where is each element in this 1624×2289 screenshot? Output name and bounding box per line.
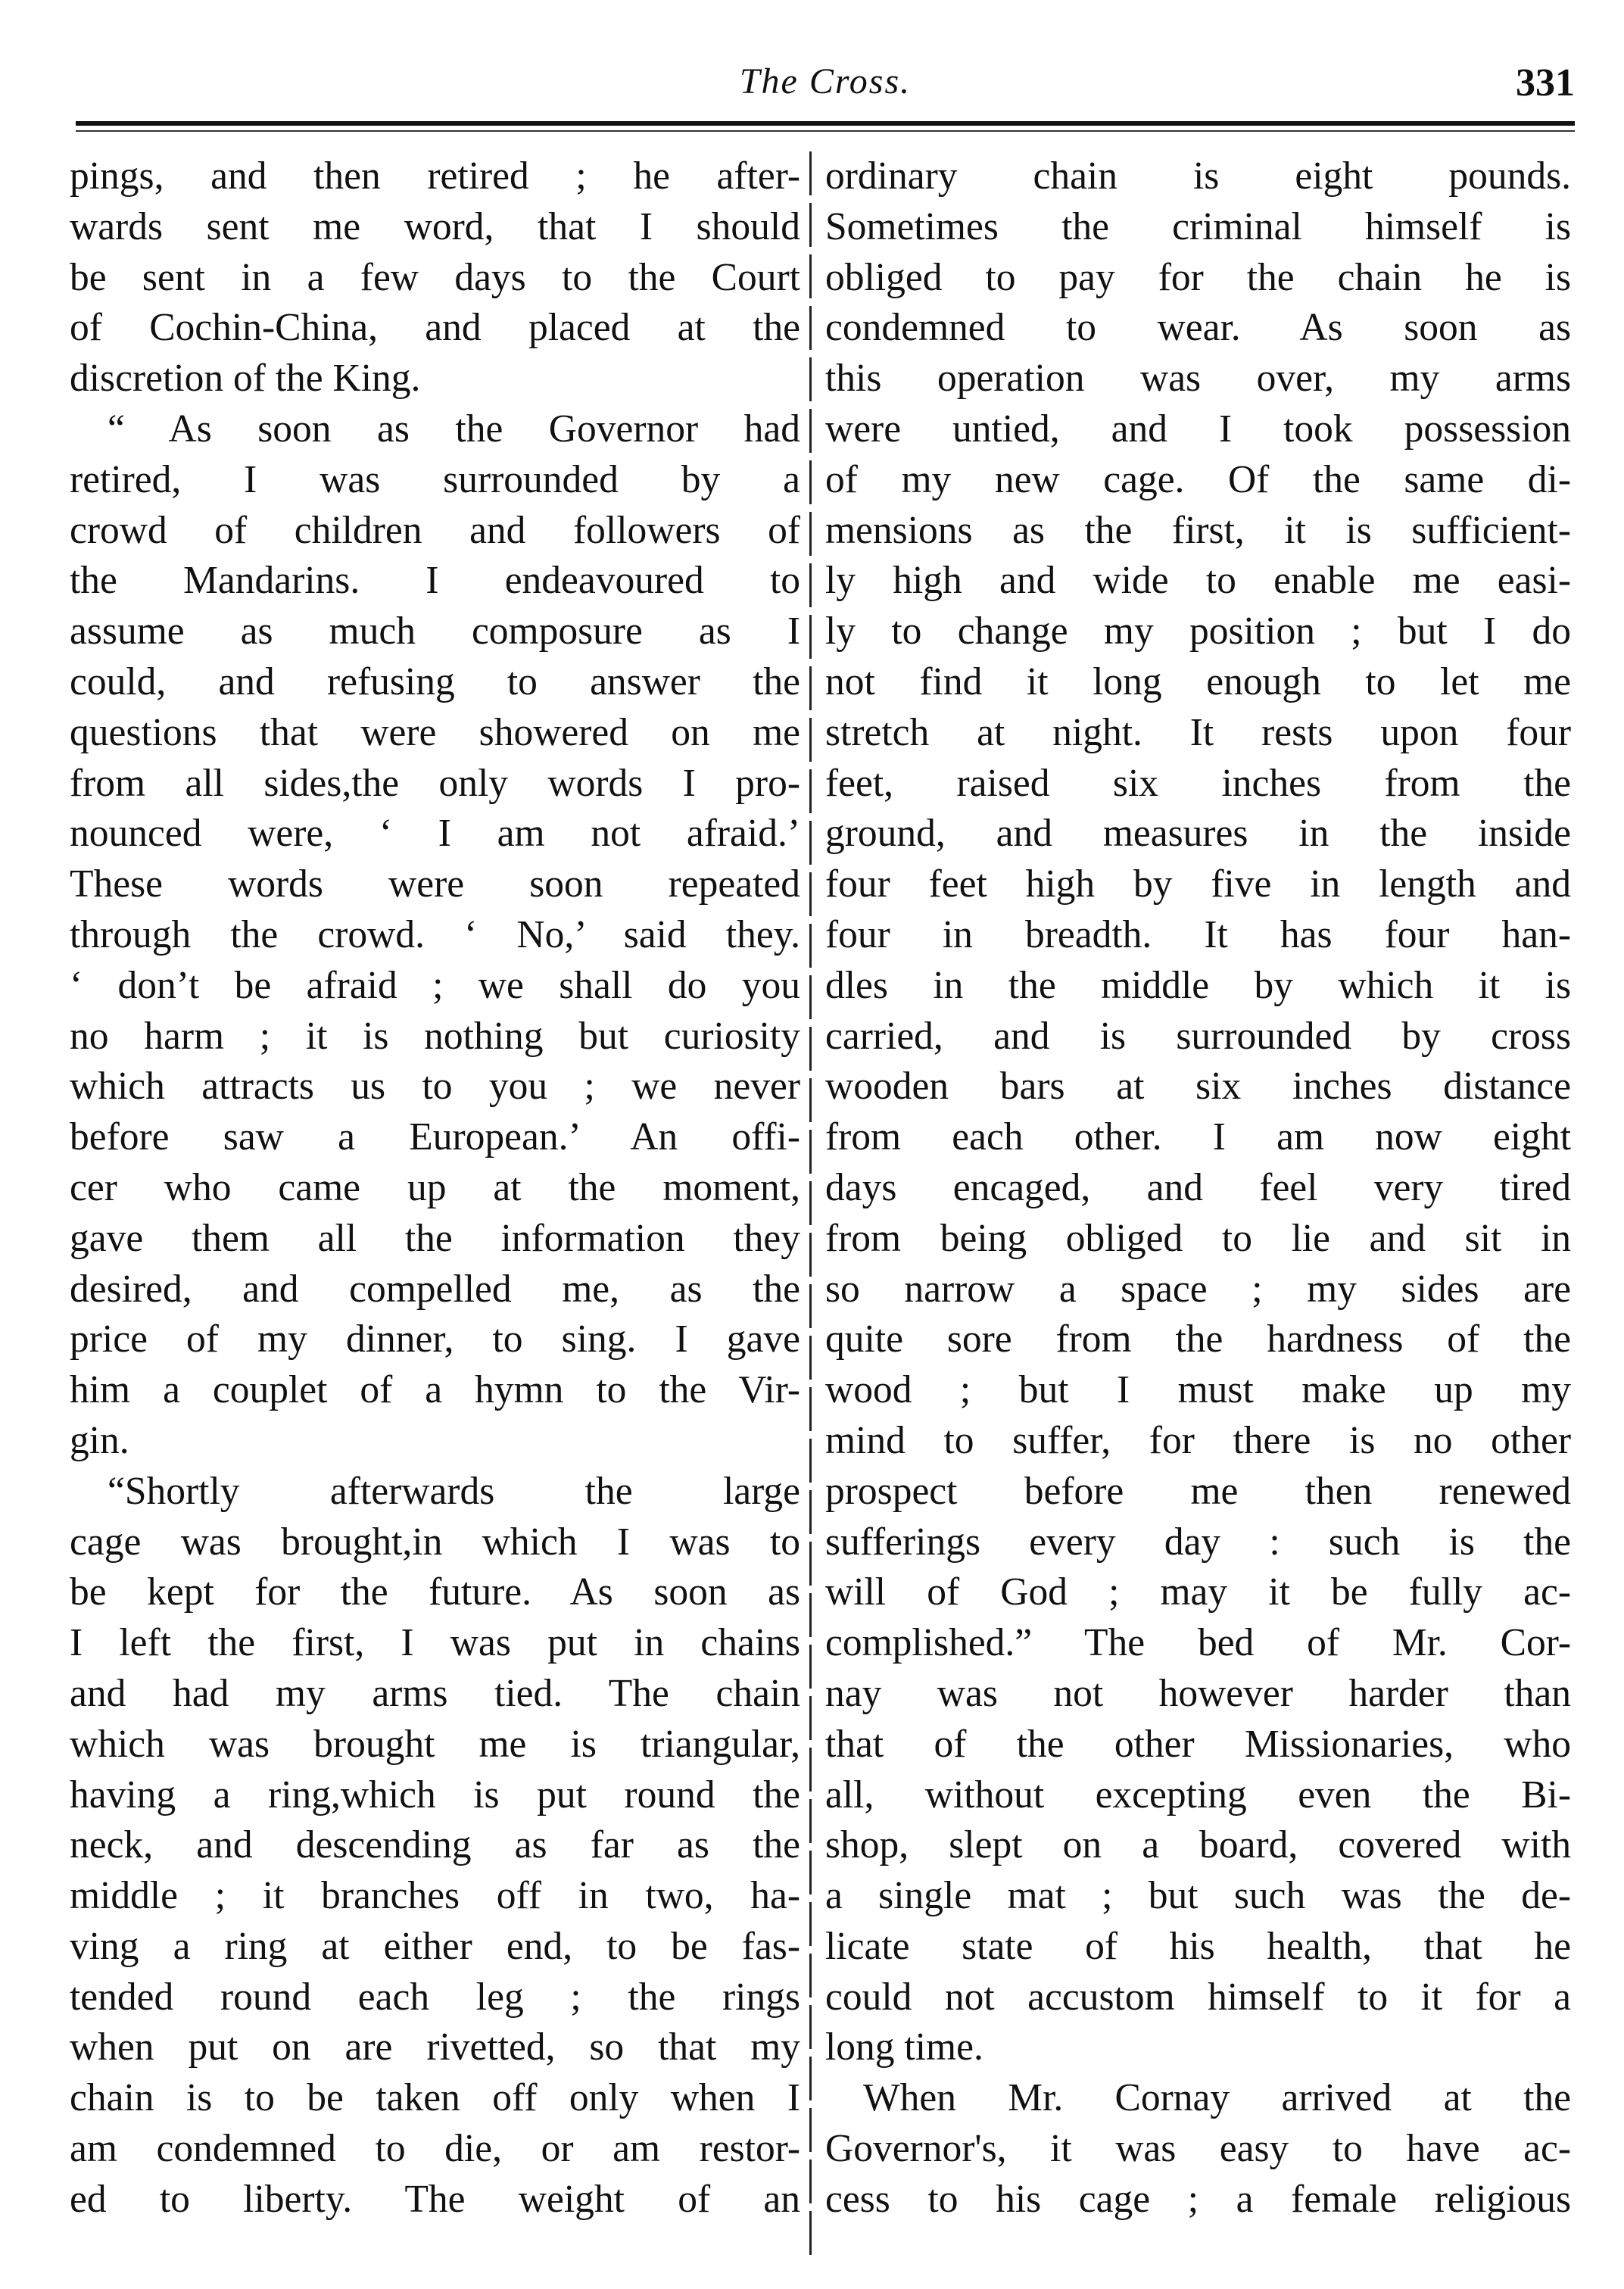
text-line: ving a ring at either end, to be fas-	[70, 1924, 800, 1968]
text-line: mensions as the first, it is sufficient-	[825, 508, 1571, 552]
left-column	[70, 151, 800, 2225]
text-line: gin.	[70, 1418, 129, 1462]
text-line: no harm ; it is nothing but curiosity	[70, 1014, 800, 1058]
text-line: when put on are rivetted, so that my	[70, 2025, 800, 2069]
text-line: four feet high by five in length and	[825, 862, 1571, 906]
text-line: quite sore from the hardness of the	[825, 1318, 1571, 1361]
text-line: “Shortly afterwards the large	[108, 1469, 800, 1513]
text-line: ground, and measures in the inside	[825, 812, 1571, 856]
text-line: Governor's, it was easy to have ac-	[825, 2127, 1571, 2171]
text-line: all, without excepting even the Bi-	[825, 1773, 1571, 1817]
running-head	[76, 61, 1575, 114]
text-line: cess to his cage ; a female religious	[825, 2177, 1571, 2221]
text-line: Sometimes the criminal himself is	[825, 204, 1571, 248]
text-line: will of God ; may it be fully ac-	[825, 1570, 1571, 1614]
text-line: ed to liberty. The weight of an	[70, 2177, 800, 2221]
text-line: questions that were showered on me	[70, 710, 800, 754]
text-line: were untied, and I took possession	[825, 407, 1571, 451]
text-line: not find it long enough to let me	[825, 660, 1571, 703]
text-line: obliged to pay for the chain he is	[825, 255, 1571, 299]
text-line: neck, and descending as far as the	[70, 1823, 800, 1867]
text-line: ordinary chain is eight pounds.	[825, 154, 1571, 198]
text-line: discretion of the King.	[70, 357, 421, 401]
text-line: ly high and wide to enable me easi-	[825, 559, 1571, 603]
text-line: cer who came up at the moment,	[70, 1165, 800, 1209]
page-number: 331	[1516, 61, 1575, 104]
text-line: him a couplet of a hymn to the Vir-	[70, 1368, 800, 1412]
text-line: sufferings every day : such is the	[825, 1520, 1571, 1564]
text-line: I left the first, I was put in chains	[70, 1621, 800, 1665]
text-line: from each other. I am now eight	[825, 1115, 1571, 1159]
text-line: before saw a European.’ An offi-	[70, 1115, 800, 1159]
text-line: the Mandarins. I endeavoured to	[70, 559, 800, 603]
header-rule-thin	[76, 130, 1575, 132]
text-line: ‘ don’t be afraid ; we shall do you	[70, 963, 800, 1007]
text-line: which attracts us to you ; we never	[70, 1065, 800, 1109]
text-line: of Cochin-China, and placed at the	[70, 306, 800, 350]
text-line: When Mr. Cornay arrived at the	[863, 2076, 1571, 2120]
text-line: wooden bars at six inches distance	[825, 1065, 1571, 1109]
text-line: middle ; it branches off in two, ha-	[70, 1874, 800, 1918]
text-line: cage was brought,in which I was to	[70, 1520, 800, 1564]
text-line: shop, slept on a board, covered with	[825, 1823, 1571, 1867]
text-line: be sent in a few days to the Court	[70, 255, 800, 299]
text-line: from being obliged to lie and sit in	[825, 1216, 1571, 1260]
column-divider	[809, 151, 812, 2256]
text-line: nay was not however harder than	[825, 1671, 1571, 1715]
text-line: four in breadth. It has four han-	[825, 912, 1571, 956]
text-line: stretch at night. It rests upon four	[825, 710, 1571, 754]
text-line: from all sides,the only words I pro-	[70, 761, 800, 805]
text-line: be kept for the future. As soon as	[70, 1570, 800, 1614]
text-line: price of my dinner, to sing. I gave	[70, 1318, 800, 1361]
text-line: mind to suffer, for there is no other	[825, 1418, 1571, 1462]
text-line: carried, and is surrounded by cross	[825, 1014, 1571, 1058]
text-line: pings, and then retired ; he after-	[70, 154, 800, 198]
text-line: that of the other Missionaries, who	[825, 1722, 1571, 1766]
text-line: dles in the middle by which it is	[825, 963, 1571, 1007]
text-line: These words were soon repeated	[70, 862, 800, 906]
text-line: gave them all the information they	[70, 1216, 800, 1260]
text-line: feet, raised six inches from the	[825, 761, 1571, 805]
text-line: long time.	[825, 2025, 983, 2069]
text-line: could not accustom himself to it for a	[825, 1975, 1571, 2019]
running-title: The Cross.	[739, 61, 912, 101]
text-line: through the crowd. ‘ No,’ said they.	[70, 912, 800, 956]
text-line: wood ; but I must make up my	[825, 1368, 1571, 1412]
text-line: “ As soon as the Governor had	[108, 407, 800, 451]
text-line: condemned to wear. As soon as	[825, 306, 1571, 350]
text-line: could, and refusing to answer the	[70, 660, 800, 703]
text-line: chain is to be taken off only when I	[70, 2076, 800, 2120]
header-rule	[76, 121, 1575, 126]
text-line: assume as much composure as I	[70, 610, 800, 653]
text-line: nounced were, ‘ I am not afraid.’	[70, 812, 800, 856]
text-line: having a ring,which is put round the	[70, 1773, 800, 1817]
text-line: and had my arms tied. The chain	[70, 1671, 800, 1715]
text-line: so narrow a space ; my sides are	[825, 1267, 1571, 1311]
text-line: prospect before me then renewed	[825, 1469, 1571, 1513]
text-line: ly to change my position ; but I do	[825, 610, 1571, 653]
text-line: this operation was over, my arms	[825, 357, 1571, 401]
text-line: a single mat ; but such was the de-	[825, 1874, 1571, 1918]
right-column	[825, 151, 1571, 2225]
text-line: desired, and compelled me, as the	[70, 1267, 800, 1311]
text-line: am condemned to die, or am restor-	[70, 2127, 800, 2171]
text-line: which was brought me is triangular,	[70, 1722, 800, 1766]
text-line: days encaged, and feel very tired	[825, 1165, 1571, 1209]
text-line: complished.” The bed of Mr. Cor-	[825, 1621, 1571, 1665]
text-line: licate state of his health, that he	[825, 1924, 1571, 1968]
text-line: retired, I was surrounded by a	[70, 457, 800, 501]
text-line: of my new cage. Of the same di-	[825, 457, 1571, 501]
text-line: wards sent me word, that I should	[70, 204, 800, 248]
text-line: crowd of children and followers of	[70, 508, 800, 552]
text-line: tended round each leg ; the rings	[70, 1975, 800, 2019]
